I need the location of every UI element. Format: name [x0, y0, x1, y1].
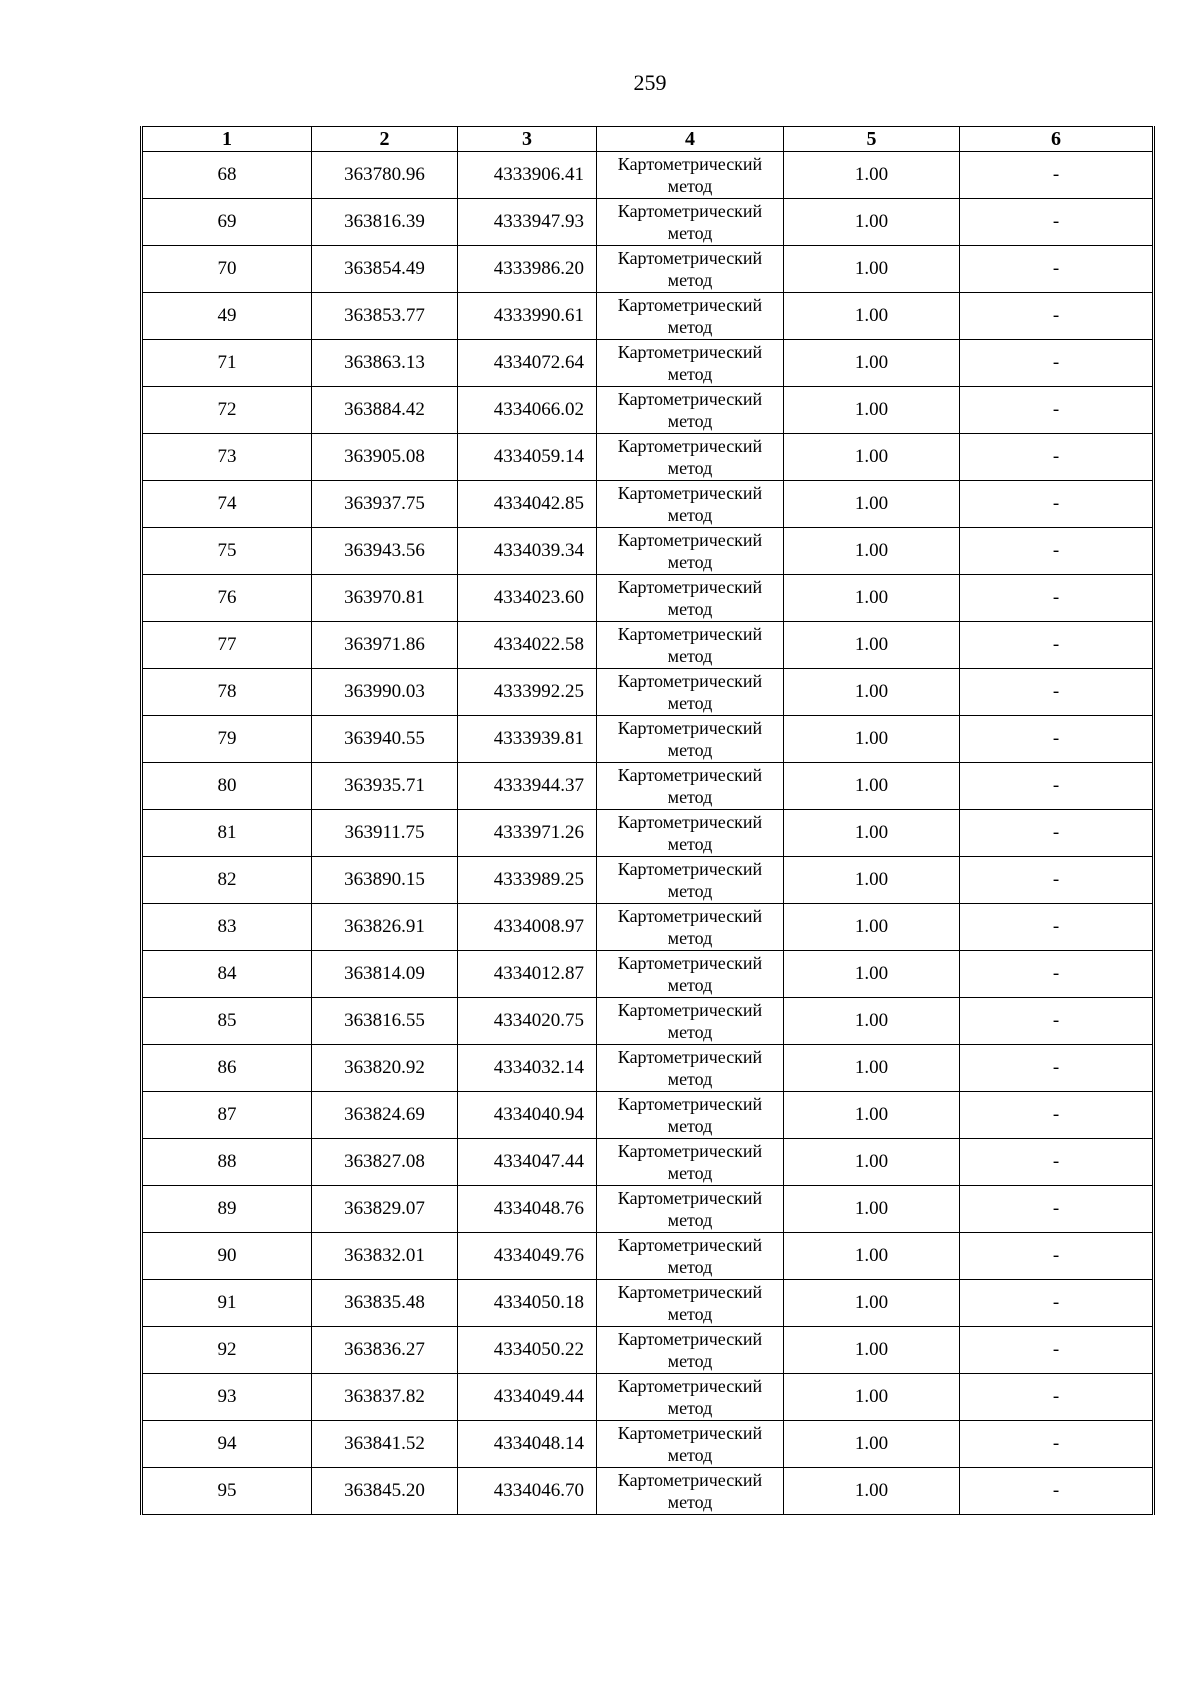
table-row — [142, 528, 1154, 575]
accuracy-cell: 1.00 — [784, 1468, 960, 1515]
column-header: 2 — [312, 127, 458, 152]
y-coordinate-cell: 4333947.93 — [458, 199, 597, 246]
table-row — [142, 481, 1154, 528]
y-coordinate-cell: 4334050.22 — [458, 1327, 597, 1374]
accuracy-cell: 1.00 — [784, 528, 960, 575]
method-cell: Картометрический метод — [597, 199, 784, 246]
accuracy-cell: 1.00 — [784, 716, 960, 763]
y-coordinate-cell: 4334048.14 — [458, 1421, 597, 1468]
table-row — [142, 340, 1154, 387]
remark-cell: - — [960, 951, 1154, 998]
table-row — [142, 434, 1154, 481]
y-coordinate-cell: 4334020.75 — [458, 998, 597, 1045]
accuracy-cell: 1.00 — [784, 1186, 960, 1233]
method-cell: Картометрический метод — [597, 763, 784, 810]
table-row — [142, 669, 1154, 716]
x-coordinate-cell: 363780.96 — [312, 152, 458, 199]
page-number: 259 — [633, 70, 667, 95]
accuracy-cell: 1.00 — [784, 293, 960, 340]
x-coordinate-cell: 363890.15 — [312, 857, 458, 904]
remark-cell: - — [960, 669, 1154, 716]
method-cell: Картометрический метод — [597, 387, 784, 434]
remark-cell: - — [960, 1186, 1154, 1233]
x-coordinate-cell: 363816.55 — [312, 998, 458, 1045]
point-number-cell: 76 — [142, 575, 312, 622]
accuracy-cell: 1.00 — [784, 481, 960, 528]
remark-cell: - — [960, 1233, 1154, 1280]
remark-cell: - — [960, 1139, 1154, 1186]
point-number-cell: 86 — [142, 1045, 312, 1092]
method-cell: Картометрический метод — [597, 622, 784, 669]
method-cell: Картометрический метод — [597, 1139, 784, 1186]
method-cell: Картометрический метод — [597, 951, 784, 998]
remark-cell: - — [960, 246, 1154, 293]
y-coordinate-cell: 4333986.20 — [458, 246, 597, 293]
method-cell: Картометрический метод — [597, 669, 784, 716]
table-row — [142, 998, 1154, 1045]
remark-cell: - — [960, 434, 1154, 481]
y-coordinate-cell: 4334059.14 — [458, 434, 597, 481]
method-cell: Картометрический метод — [597, 152, 784, 199]
method-cell: Картометрический метод — [597, 246, 784, 293]
accuracy-cell: 1.00 — [784, 152, 960, 199]
x-coordinate-cell: 363911.75 — [312, 810, 458, 857]
column-header: 6 — [960, 127, 1154, 152]
accuracy-cell: 1.00 — [784, 1374, 960, 1421]
method-cell: Картометрический метод — [597, 1233, 784, 1280]
table-row — [142, 1186, 1154, 1233]
point-number-cell: 91 — [142, 1280, 312, 1327]
method-cell: Картометрический метод — [597, 998, 784, 1045]
remark-cell: - — [960, 340, 1154, 387]
x-coordinate-cell: 363827.08 — [312, 1139, 458, 1186]
x-coordinate-cell: 363940.55 — [312, 716, 458, 763]
point-number-cell: 81 — [142, 810, 312, 857]
accuracy-cell: 1.00 — [784, 1233, 960, 1280]
y-coordinate-cell: 4334049.44 — [458, 1374, 597, 1421]
y-coordinate-cell: 4334023.60 — [458, 575, 597, 622]
point-number-cell: 88 — [142, 1139, 312, 1186]
column-header: 1 — [142, 127, 312, 152]
remark-cell: - — [960, 1374, 1154, 1421]
point-number-cell: 72 — [142, 387, 312, 434]
x-coordinate-cell: 363854.49 — [312, 246, 458, 293]
x-coordinate-cell: 363836.27 — [312, 1327, 458, 1374]
x-coordinate-cell: 363970.81 — [312, 575, 458, 622]
x-coordinate-cell: 363863.13 — [312, 340, 458, 387]
column-header: 4 — [597, 127, 784, 152]
y-coordinate-cell: 4334042.85 — [458, 481, 597, 528]
accuracy-cell: 1.00 — [784, 763, 960, 810]
x-coordinate-cell: 363937.75 — [312, 481, 458, 528]
y-coordinate-cell: 4333989.25 — [458, 857, 597, 904]
remark-cell: - — [960, 1045, 1154, 1092]
x-coordinate-cell: 363943.56 — [312, 528, 458, 575]
accuracy-cell: 1.00 — [784, 1139, 960, 1186]
table-row — [142, 246, 1154, 293]
point-number-cell: 49 — [142, 293, 312, 340]
y-coordinate-cell: 4334048.76 — [458, 1186, 597, 1233]
table-row — [142, 199, 1154, 246]
x-coordinate-cell: 363845.20 — [312, 1468, 458, 1515]
method-cell: Картометрический метод — [597, 575, 784, 622]
point-number-cell: 73 — [142, 434, 312, 481]
table-row — [142, 622, 1154, 669]
table-row — [142, 387, 1154, 434]
point-number-cell: 71 — [142, 340, 312, 387]
method-cell: Картометрический метод — [597, 1468, 784, 1515]
y-coordinate-cell: 4333990.61 — [458, 293, 597, 340]
remark-cell: - — [960, 1468, 1154, 1515]
accuracy-cell: 1.00 — [784, 1421, 960, 1468]
point-number-cell: 89 — [142, 1186, 312, 1233]
y-coordinate-cell: 4334008.97 — [458, 904, 597, 951]
y-coordinate-cell: 4333939.81 — [458, 716, 597, 763]
table-row — [142, 293, 1154, 340]
table-row — [142, 763, 1154, 810]
y-coordinate-cell: 4334049.76 — [458, 1233, 597, 1280]
x-coordinate-cell: 363814.09 — [312, 951, 458, 998]
x-coordinate-cell: 363816.39 — [312, 199, 458, 246]
table-row — [142, 810, 1154, 857]
y-coordinate-cell: 4334047.44 — [458, 1139, 597, 1186]
point-number-cell: 93 — [142, 1374, 312, 1421]
table-row — [142, 857, 1154, 904]
method-cell: Картометрический метод — [597, 340, 784, 387]
point-number-cell: 94 — [142, 1421, 312, 1468]
accuracy-cell: 1.00 — [784, 810, 960, 857]
table-row — [142, 152, 1154, 199]
point-number-cell: 80 — [142, 763, 312, 810]
accuracy-cell: 1.00 — [784, 199, 960, 246]
x-coordinate-cell: 363835.48 — [312, 1280, 458, 1327]
accuracy-cell: 1.00 — [784, 998, 960, 1045]
x-coordinate-cell: 363935.71 — [312, 763, 458, 810]
method-cell: Картометрический метод — [597, 1280, 784, 1327]
method-cell: Картометрический метод — [597, 481, 784, 528]
method-cell: Картометрический метод — [597, 528, 784, 575]
accuracy-cell: 1.00 — [784, 387, 960, 434]
x-coordinate-cell: 363853.77 — [312, 293, 458, 340]
table-row — [142, 1421, 1154, 1468]
remark-cell: - — [960, 293, 1154, 340]
remark-cell: - — [960, 199, 1154, 246]
table-row — [142, 575, 1154, 622]
point-number-cell: 78 — [142, 669, 312, 716]
y-coordinate-cell: 4333906.41 — [458, 152, 597, 199]
x-coordinate-cell: 363837.82 — [312, 1374, 458, 1421]
y-coordinate-cell: 4334012.87 — [458, 951, 597, 998]
accuracy-cell: 1.00 — [784, 857, 960, 904]
accuracy-cell: 1.00 — [784, 1280, 960, 1327]
remark-cell: - — [960, 1327, 1154, 1374]
x-coordinate-cell: 363990.03 — [312, 669, 458, 716]
point-number-cell: 83 — [142, 904, 312, 951]
remark-cell: - — [960, 575, 1154, 622]
method-cell: Картометрический метод — [597, 1374, 784, 1421]
point-number-cell: 82 — [142, 857, 312, 904]
method-cell: Картометрический метод — [597, 293, 784, 340]
accuracy-cell: 1.00 — [784, 951, 960, 998]
y-coordinate-cell: 4334039.34 — [458, 528, 597, 575]
table-row — [142, 1233, 1154, 1280]
x-coordinate-cell: 363884.42 — [312, 387, 458, 434]
accuracy-cell: 1.00 — [784, 1327, 960, 1374]
method-cell: Картометрический метод — [597, 810, 784, 857]
y-coordinate-cell: 4334032.14 — [458, 1045, 597, 1092]
remark-cell: - — [960, 998, 1154, 1045]
accuracy-cell: 1.00 — [784, 904, 960, 951]
method-cell: Картометрический метод — [597, 1045, 784, 1092]
y-coordinate-cell: 4333992.25 — [458, 669, 597, 716]
remark-cell: - — [960, 857, 1154, 904]
y-coordinate-cell: 4334046.70 — [458, 1468, 597, 1515]
x-coordinate-cell: 363905.08 — [312, 434, 458, 481]
remark-cell: - — [960, 904, 1154, 951]
accuracy-cell: 1.00 — [784, 669, 960, 716]
point-number-cell: 90 — [142, 1233, 312, 1280]
method-cell: Картометрический метод — [597, 857, 784, 904]
table-row — [142, 1468, 1154, 1515]
accuracy-cell: 1.00 — [784, 340, 960, 387]
column-header: 5 — [784, 127, 960, 152]
table-header-row — [142, 127, 1154, 152]
remark-cell: - — [960, 1421, 1154, 1468]
x-coordinate-cell: 363832.01 — [312, 1233, 458, 1280]
y-coordinate-cell: 4334022.58 — [458, 622, 597, 669]
accuracy-cell: 1.00 — [784, 575, 960, 622]
table-row — [142, 716, 1154, 763]
point-number-cell: 87 — [142, 1092, 312, 1139]
x-coordinate-cell: 363841.52 — [312, 1421, 458, 1468]
table-body — [142, 152, 1154, 1515]
method-cell: Картометрический метод — [597, 1186, 784, 1233]
method-cell: Картометрический метод — [597, 434, 784, 481]
remark-cell: - — [960, 622, 1154, 669]
table-row — [142, 904, 1154, 951]
point-number-cell: 69 — [142, 199, 312, 246]
y-coordinate-cell: 4334066.02 — [458, 387, 597, 434]
point-number-cell: 68 — [142, 152, 312, 199]
accuracy-cell: 1.00 — [784, 246, 960, 293]
remark-cell: - — [960, 716, 1154, 763]
column-header: 3 — [458, 127, 597, 152]
y-coordinate-cell: 4333944.37 — [458, 763, 597, 810]
x-coordinate-cell: 363820.92 — [312, 1045, 458, 1092]
table-row — [142, 1092, 1154, 1139]
point-number-cell: 70 — [142, 246, 312, 293]
method-cell: Картометрический метод — [597, 904, 784, 951]
remark-cell: - — [960, 481, 1154, 528]
point-number-cell: 95 — [142, 1468, 312, 1515]
accuracy-cell: 1.00 — [784, 622, 960, 669]
table-row — [142, 951, 1154, 998]
x-coordinate-cell: 363829.07 — [312, 1186, 458, 1233]
y-coordinate-cell: 4334050.18 — [458, 1280, 597, 1327]
table-row — [142, 1045, 1154, 1092]
remark-cell: - — [960, 763, 1154, 810]
point-number-cell: 79 — [142, 716, 312, 763]
accuracy-cell: 1.00 — [784, 434, 960, 481]
method-cell: Картометрический метод — [597, 1327, 784, 1374]
remark-cell: - — [960, 528, 1154, 575]
y-coordinate-cell: 4333971.26 — [458, 810, 597, 857]
remark-cell: - — [960, 152, 1154, 199]
point-number-cell: 74 — [142, 481, 312, 528]
coordinates-table — [140, 126, 1155, 1515]
remark-cell: - — [960, 1092, 1154, 1139]
point-number-cell: 85 — [142, 998, 312, 1045]
x-coordinate-cell: 363826.91 — [312, 904, 458, 951]
point-number-cell: 92 — [142, 1327, 312, 1374]
method-cell: Картометрический метод — [597, 1421, 784, 1468]
x-coordinate-cell: 363824.69 — [312, 1092, 458, 1139]
table-row — [142, 1139, 1154, 1186]
x-coordinate-cell: 363971.86 — [312, 622, 458, 669]
y-coordinate-cell: 4334040.94 — [458, 1092, 597, 1139]
remark-cell: - — [960, 810, 1154, 857]
method-cell: Картометрический метод — [597, 716, 784, 763]
accuracy-cell: 1.00 — [784, 1092, 960, 1139]
remark-cell: - — [960, 1280, 1154, 1327]
point-number-cell: 75 — [142, 528, 312, 575]
table-row — [142, 1327, 1154, 1374]
remark-cell: - — [960, 387, 1154, 434]
table-row — [142, 1374, 1154, 1421]
y-coordinate-cell: 4334072.64 — [458, 340, 597, 387]
point-number-cell: 84 — [142, 951, 312, 998]
method-cell: Картометрический метод — [597, 1092, 784, 1139]
point-number-cell: 77 — [142, 622, 312, 669]
accuracy-cell: 1.00 — [784, 1045, 960, 1092]
table-row — [142, 1280, 1154, 1327]
